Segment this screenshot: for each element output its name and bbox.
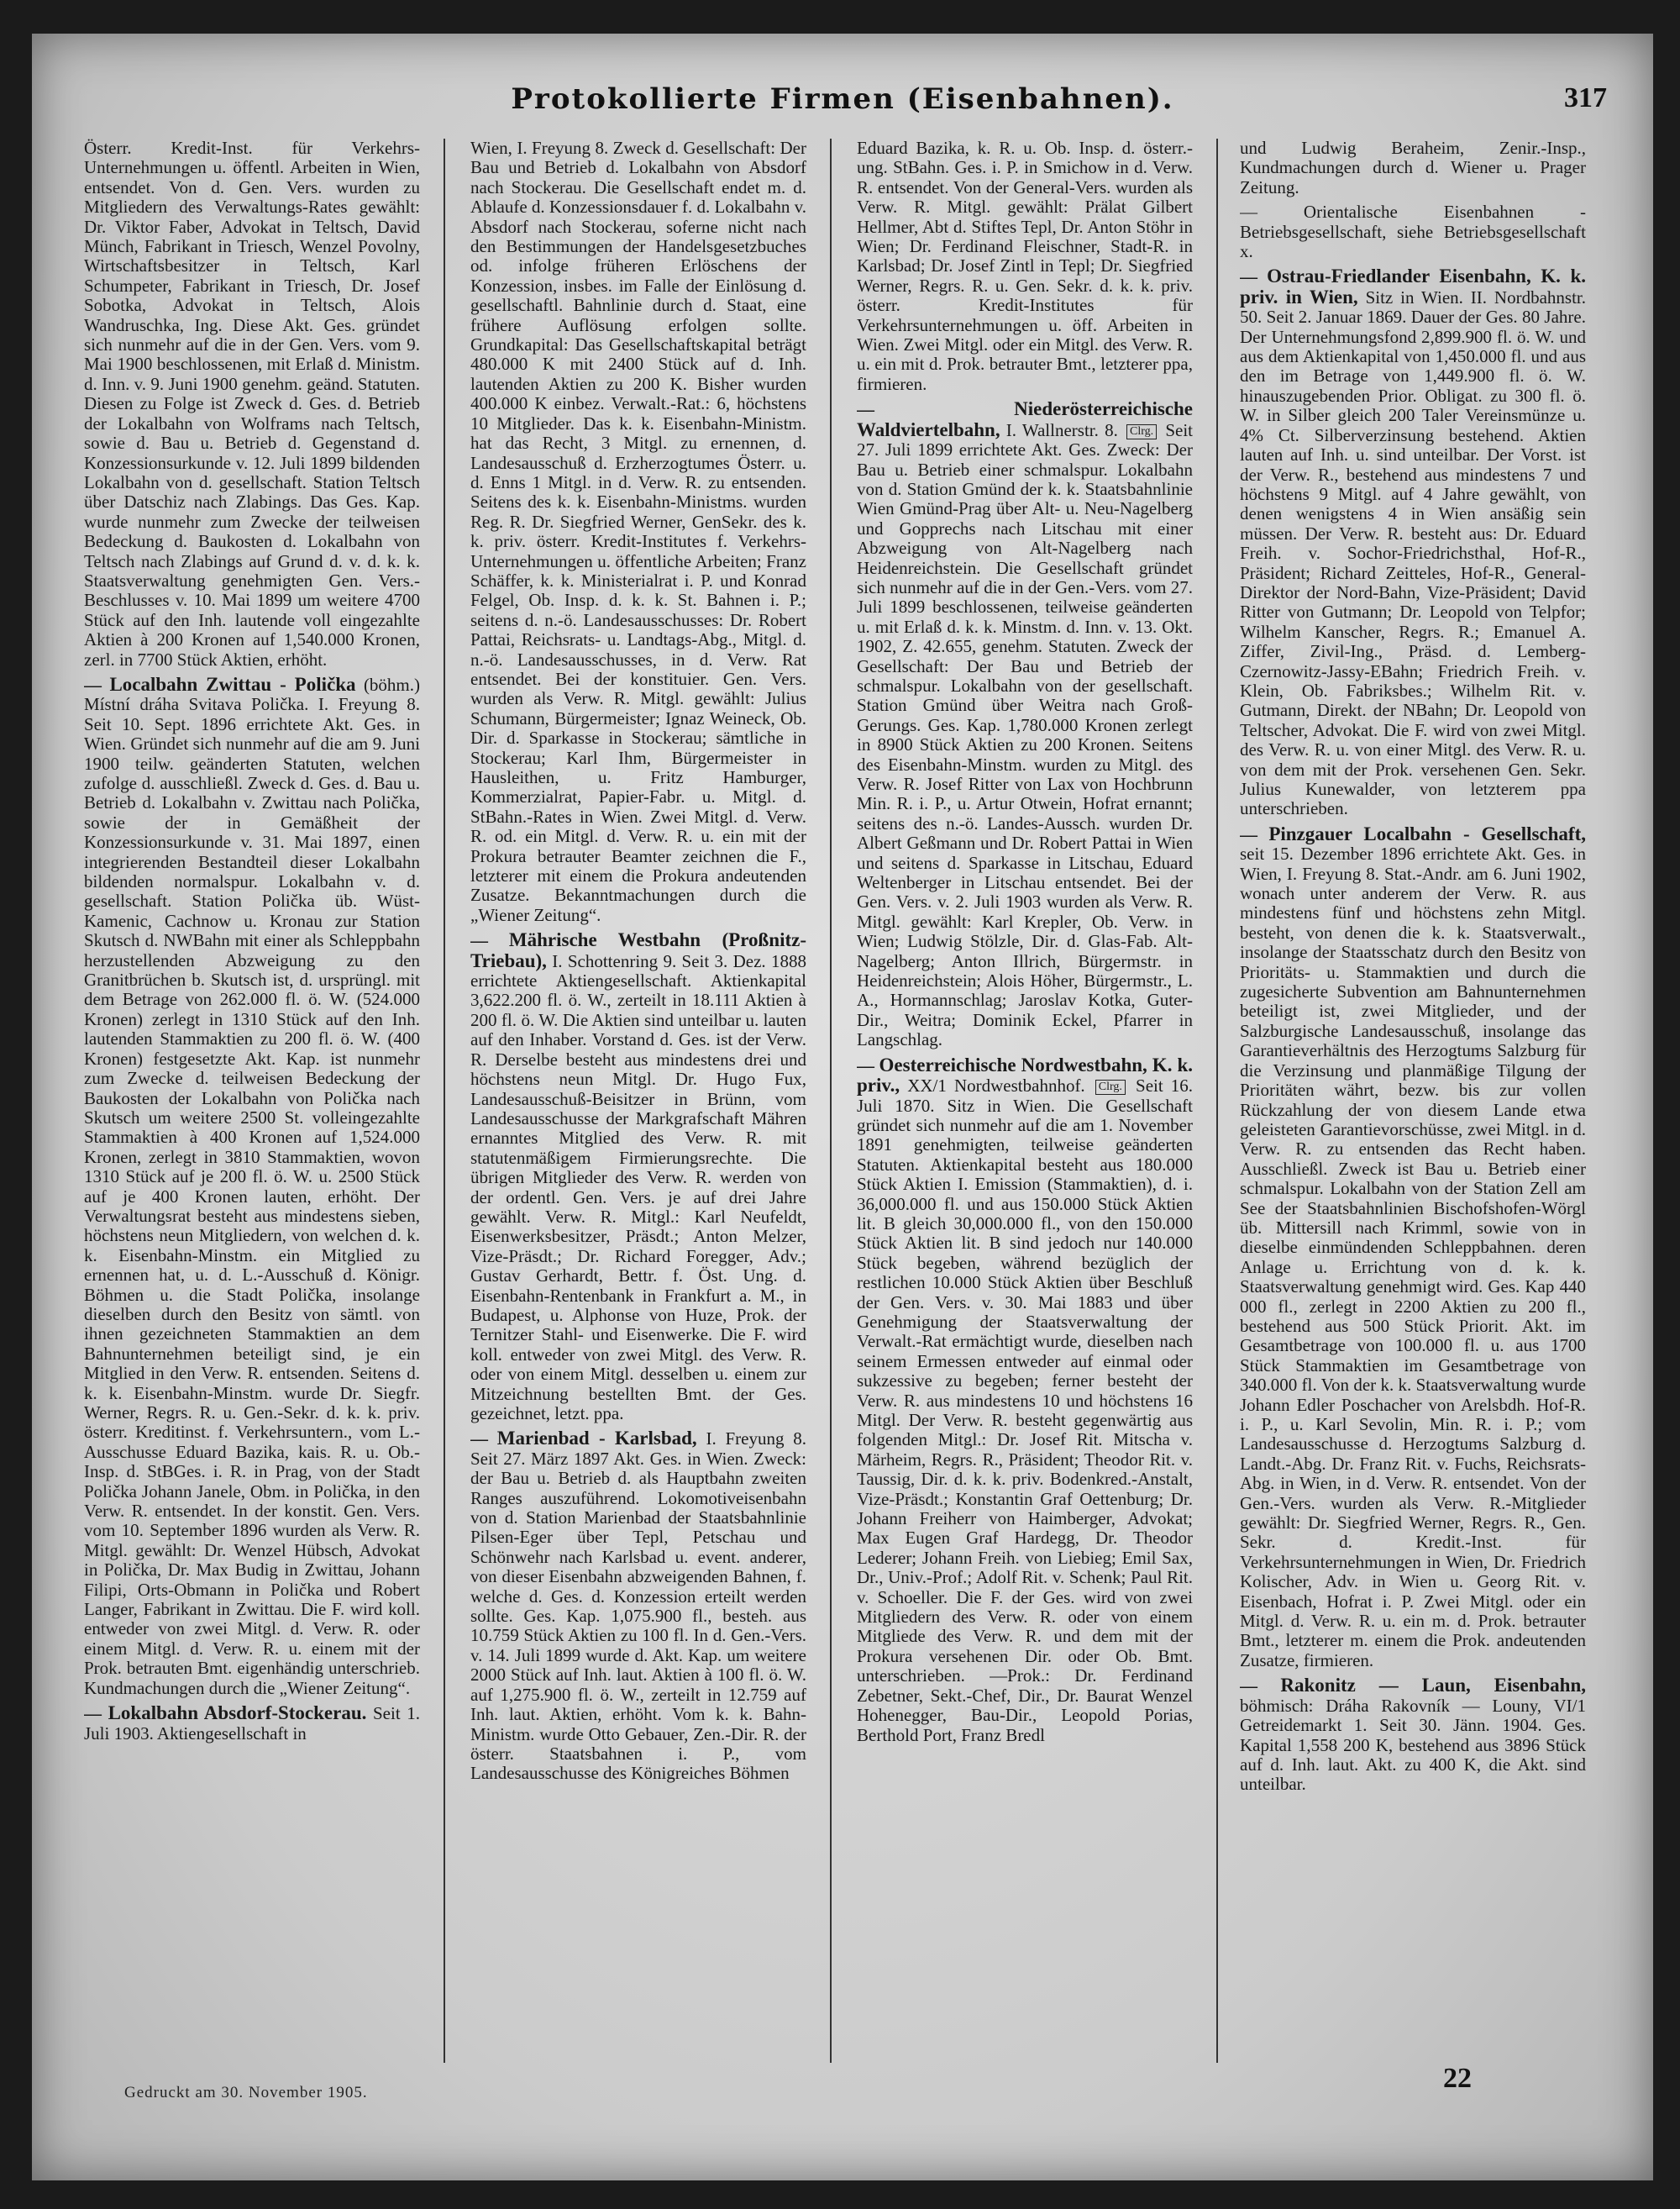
clearing-badge: Clrg. (1126, 424, 1157, 439)
firm-entry: — Niederösterreichische Waldviertelbahn, I. Wallnerstr. 8. Clrg. Seit 27. Juli 1899 errichtete Akt. Ges. Zweck: Der Bau u. Betrieb einer schmalspur. Lokalbahn von d. Station Gmünd der k. k. Staatsbahnlinie Wien Gmünd-Prag über Alt- u. Neu-Nagelberg und Gopprechs nach Litschau mit einer Abzweigung von Alt-Nagelberg nach Heidenreichstein. Die Gesellschaft gründet sich nunmehr auf die in der Gen.-Vers. vom 27. Juli 1899 beschlossenen, teilweise geänderten u. mit Erlaß d. k. k. Minstm. d. Inn. v. 13. Okt. 1902, Z. 42.655, genehm. Statuten. Zweck der Gesellschaft: Der Bau und Betrieb der schmalspur. Lokalbahn von der gesellschaft. Station Gmünd über Weitra nach Groß-Gerungs. Ges. Kap. 1,780.000 Kronen zerlegt in 8900 Stück Aktien zu 200 Kronen. Seitens des Eisenbahn-Minstm. wurden zu Mitgl. des Verw. R. Josef Ritter von Lax von Hochbrunn Min. R. i. P., u. Artur Otwein, Hofrat ernannt; seitens des n.-ö. Landes-Aussch. wurden Dr. Albert Geßmann und Dr. Robert Pattai in Wien und seitens d. Sparkasse in Litschau, Eduard Weltenberger in Litschau entsendet. Bei der Gen. Vers. v. 2. Juli 1903 wurden als Verw. R. Mitgl. gewählt: Karl Krepler, Ob. Verw. in Wien; Ludwig Stölzle, Dir. d. Glas-Fab. Alt-Nagelberg; Anton Illrich, Bürgermstr. in Heidenreichstein; Alois Höher, Bürgermstr., L. A., Hormannschlag; Jaroslav Kotka, Guter-Dir., Weitra; Dominik Eckel, Pfarrer in Langschlag. (857, 398, 1193, 1050)
firm-text: Seit 27. Juli 1899 errichtete Akt. Ges. Zweck: Der Bau u. Betrieb einer schmalspur. Lokalbahn von d. Station Gmünd der k. k. Staatsbahnlinie Wien Gmünd-Prag über Alt- u. Neu-Nagelberg und Gopprechs nach Litschau mit einer Abzweigung von Alt-Nagelberg nach Heidenreichstein. Die Gesellschaft gründet sich nunmehr auf die in der Gen.-Vers. vom 27. Juli 1899 beschlossenen, teilweise geänderten u. mit Erlaß d. k. k. Minstm. d. Inn. v. 13. Okt. 1902, Z. 42.655, genehm. Statuten. Zweck der Gesellschaft: Der Bau und Betrieb der schmalspur. Lokalbahn von der gesellschaft. Station Gmünd über Weitra nach Groß-Gerungs. Ges. Kap. 1,780.000 Kronen zerlegt in 8900 Stück Aktien zu 200 Kronen. Seitens des Eisenbahn-Minstm. wurden zu Mitgl. des Verw. R. Josef Ritter von Lax von Hochbrunn Min. R. i. P., u. Artur Otwein, Hofrat ernannt; seitens des n.-ö. Landes-Aussch. wurden Dr. Albert Geßmann und Dr. Robert Pattai in Wien und seitens d. Sparkasse in Litschau, Eduard Weltenberger in Litschau entsendet. Bei der Gen. Vers. v. 2. Juli 1903 wurden als Verw. R. Mitgl. gewählt: Karl Krepler, Ob. Verw. in Wien; Ludwig Stölzle, Dir. d. Glas-Fab. Alt-Nagelberg; Anton Illrich, Bürgermstr. in Heidenreichstein; Alois Höher, Bürgermstr., L. A., Hormannschlag; Jaroslav Kotka, Guter-Dir., Weitra; Dominik Eckel, Pfarrer in Langschlag. (857, 419, 1193, 1050)
entry-continuation: und Ludwig Beraheim, Zenir.-Insp., Kundmachungen durch d. Wiener u. Prager Zeitung. (1240, 139, 1586, 197)
firm-text: (böhm.) Místní dráha Svitava Polička. I. Freyung 8. Seit 10. Sept. 1896 errichtete Akt. Ges. in Wien. Gründet sich nunmehr auf die am 9. Juni 1900 teilw. geänderten Statuten, welchen zufolge d. ausschließl. Zweck d. Ges. d. Bau u. Betrieb d. Lokalbahn v. Zwittau nach Polička, sowie der in Gemäßheit der Konzessionsurkunde v. 31. Mai 1897, einen integrierenden Bestandteil dieser Lokalbahn bildenden normalspur. Lokalbahn v. d. gesellschaft. Station Polička üb. Wüst-Kamenic, Cachnow u. Kronau zur Station Skutsch d. NWBahn mit einer als Schleppbahn herzustellenden Abzweigung zu den Granitbrüchen b. Skutsch ist, d. ursprüngl. mit dem Betrage von 262.000 fl. ö. W. (524.000 Kronen) zerlegt in 1310 Stück auf den Inh. lautenden Stammaktien zu 200 fl. ö. W. (400 Kronen) festgesetzte Akt. Kap. ist nunmehr zum Zwecke d. teilweisen Bedeckung der Baukosten der Lokalbahn von Polička nach Skutsch um weitere 2500 St. volleingezahlte Stammaktien à 400 Kronen auf 1,524.000 Kronen, zerlegt in 3810 Stammaktien, wovon 1310 Stück auf je 200 fl. ö. W. u. 2500 Stück auf je 400 Kronen lauten, erhöht. Der Verwaltungsrat besteht aus mindestens sieben, höchstens neun Mitgliedern, von welchen d. k. k. Eisenbahn-Minstm. ein Mitglied zu ernennen hat, u. d. L.-Ausschuß d. Königr. Böhmen u. die Stadt Polička, insolange dieselben durch den Besitz von sämtl. von ihnen gezeichneten Stammaktien an dem Bahnunternehmen beteiligt sind, je ein Mitglied in den Verw. R. entsenden. Seitens d. k. k. Eisenbahn-Minstm. wurde Dr. Siegfr. Werner, Regrs. R. u. Gen.-Sekr. d. k. k. priv. österr. Kreditinst. f. Verkehrsuntern., vom L.-Ausschusse Eduard Bazika, kais. R. u. Ob.-Insp. d. StBGes. i. R. in Prag, von der Stadt Polička Johann Janele, Obm. in Polička, in den Verw. R. entsendet. In der konstit. Gen. Vers. vom 10. September 1896 wurden als Verw. R. Mitgl. gewählt: Dr. Wenzel Hübsch, Advokat in Polička, Dr. Max Budig in Zwittau, Johann Filipi, Orts-Obmann in Polička und Robert Langer, Fabrikant in Zwittau. Die F. wird koll. entweder von zwei Mitgl. d. Verw. R. oder einem Mitgl. d. Verw. R. u. einem mit der Prok. betrauten Bmt. eigenhändig unterschrieb. Kundmachungen durch die „Wiener Zeitung“. (84, 674, 420, 1698)
firm-text: Sitz in Wien. II. Nordbahnstr. 50. Seit 2. Januar 1869. Dauer der Ges. 80 Jahre. Der Unternehmungsfond 2,899.900 fl. ö. W. und aus dem Aktienkapital von 1,450.000 fl. und aus den im Betrage von 1,449.900 fl. ö. W. hinauszugebenden Prior. Obligat. zu 300 fl. ö. W. in Silber gleich 200 Taler Vereinsmünze u. 4% Ct. Silberverzinsung bestehend. Aktien lauten auf Inh. u. sind unteilbar. Der Vorst. ist der Verw. R., bestehend aus mindestens 7 und höchstens 9 Mitgl. auf 4 Jahre gewählt, von denen wenigstens 4 in Wien ansäßig sein müssen. Der Verw. R. besteht aus: Dr. Eduard Freih. v. Sochor-Friedrichsthal, Hof-R., Präsident; Richard Zeitteles, Hof-R., General-Direktor der Nord-Bahn, Vize-Präsident; David Ritter von Gutmann; Dr. Leopold von Telpfor; Wilhelm Kanscher, Regrs. R.; Emanuel A. Ziffer, Zivil-Ing., Präsd. d. Lemberg-Czernowitz-Jassy-EBahn; Friedrich Freih. v. Klein, Ob. Fabriksbes.; Wilhelm Rit. v. Gutmann, Direkt. der NBahn; Dr. Leopold von Teltscher, Advokat. Die F. wird von zwei Mitgl. des Verw. R. u. von einer Mitgl. des Verw. R. u. von dem mit der Prok. versehenen Gen. Sekr. Julius Kunewalder, von letzterem ppa unterschrieben. (1240, 287, 1586, 819)
document-page (32, 34, 1653, 2180)
firm-text: böhmisch: Dráha Rakovník — Louny, VI/1 Getreidemarkt 1. Seit 30. Jänn. 1904. Ges. Kapital 1,558 200 K, bestehend aus 3896 Stück auf d. Inh. laut. Akt. zu 400 K, die Akt. sind unteilbar. (1240, 1695, 1586, 1795)
entry-continuation: Wien, I. Freyung 8. Zweck d. Gesellschaft: Der Bau und Betrieb d. Lokalbahn von Absdorf nach Stockerau. Die Gesellschaft endet m. d. Ablaufe d. Konzessionsdauer f. d. Lokalbahn v. Absdorf nach Stockerau, soferne nicht nach den Bestimmungen der Handelsgesetzbuches od. infolge früheren Erlöschens der Konzession, insbes. im Falle der Einlösung d. gesellschaftl. Bahnlinie durch d. Staat, eine frühere Auflösung erfolgen sollte. Grundkapital: Das Gesellschaftskapital beträgt 480.000 K mit 2400 Stück auf d. Inh. lautenden Aktien zu 200 K. Bisher wurden 400.000 K einbez. Verwalt.-Rat.: 6, höchstens 10 Mitglieder. Das k. k. Eisenbahn-Ministm. hat das Recht, 3 Mitgl. zu ernennen, d. Landesausschuß d. Erzherzogtumes Österr. u. d. Enns 1 Mitgl. in d. Verw. R. zu entsenden. Seitens des k. k. Eisenbahn-Ministms. wurden Reg. R. Dr. Siegfried Werner, GenSekr. des k. k. priv. österr. Kredit-Institutes f. Verkehrs-Unternehmungen u. öffentliche Arbeiten; Franz Schäffer, k. k. Ministerialrat i. P. und Konrad Felgel, Ob. Insp. d. k. k. St. Bahnen i. P.; seitens d. n.-ö. Landesausschusses: Dr. Robert Pattai, Reichsrats- u. Landtags-Abg., Mitgl. d. n.-ö. Landesausschusses, in d. Verw. Rat entsendet. Bei der konstituier. Gen. Vers. wurden als Verw. R. Mitgl. gewählt: Julius Schumann, Bürgermeister; Ignaz Weineck, Ob. Dir. d. Sparkasse in Stockerau; sämtliche in Stockerau; Karl Ihm, Bürgermeister in Hausleithen, u. Fritz Hamburger, Kommerzialrat, Papier-Fabr. u. Mitgl. d. StBahn.-Rates in Wien. Zwei Mitgl. d. Verw. R. od. ein Mitgl. d. Verw. R. u. ein mit der Prokura betrauter Beamter zeichnen die F., letzterer mit einem die Prokura andeutenden Zusatze. Bekanntmachungen durch die „Wiener Zeitung“. (470, 139, 806, 925)
entry-continuation: Österr. Kredit-Inst. für Verkehrs-Unternehmungen u. öffentl. Arbeiten in Wien, entsendet. Von d. Gen. Vers. wurden zu Mitgliedern des Verwaltungs-Rates gewählt: Dr. Viktor Faber, Advokat in Teltsch, David Münch, Fabrikant in Triesch, Wenzel Povolny, Wirtschaftsbesitzer in Teltsch, Karl Schumpeter, Fabrikant in Triesch, Dr. Josef Sobotka, Advokat in Teltsch, Alois Wandruschka, Ing. Diese Akt. Ges. gründet sich nunmehr auf die in der Gen. Vers. vom 9. Mai 1900 beschlossenen, mit Erlaß d. Ministm. d. Inn. v. 9. Juni 1900 genehm. geänd. Statuten. Diesen zu Folge ist Zweck d. Ges. d. Betrieb der Lokalbahn von Wolframs nach Teltsch, sowie d. Bau u. Betrieb d. Gegenstand d. Konzessionsurkunde v. 12. Juli 1899 bildenden Lokalbahn von d. gesellschaft. Station Teltsch über Datschiz nach Zlabings. Das Ges. Kap. wurde nunmehr zum Zwecke der teilweisen Bedeckung d. Baukosten d. Lokalbahn von Teltsch nach Zlabings auf Grund d. v. d. k. k. Staatsverwaltung genehmigten Gen. Vers.-Beschlusses v. 10. Mai 1899 um weitere 4700 Stück auf den Inh. lautende voll eingezahlte Aktien à 200 Kronen auf 1,540.000 Kronen, zerl. in 7700 Stück Aktien, erhöht. (84, 139, 420, 670)
firm-name: Ostrau-Friedlander Eisenbahn, K. k. priv. in Wien, (1240, 266, 1586, 308)
text-column-4 (1240, 139, 1586, 2054)
firm-name: Pinzgauer Localbahn - Gesellschaft, (1268, 823, 1586, 844)
firm-text: Seit 1. Juli 1903. Aktiengesellschaft in (84, 1703, 420, 1744)
firm-name: Niederösterreichische Waldviertelbahn, (857, 398, 1193, 440)
firm-text: I. Schottenring 9. Seit 3. Dez. 1888 errichtete Aktiengesellschaft. Aktienkapital 3,622.200 fl. ö. W., zerteilt in 18.111 Aktien à 200 fl. ö. W. Die Aktien sind unteilbar u. lauten auf den Inhaber. Vorstand d. Ges. ist der Verw. R. Derselbe besteht aus mindestens drei und höchstens neun Mitgl. Dr. Hugo Fux, Landesausschuß-Beisitzer in Brünn, vom Landesausschusse der Markgrafschaft Mähren ernanntes Mitglied des Verw. R. mit statutenmäßigem Firmierungsrechte. Die übrigen Mitglieder des Verw. R. werden von der ordentl. Gen. Vers. je auf drei Jahre gewählt. Verw. R. Mitgl.: Karl Neufeldt, Eisenwerksbesitzer, Präsdt.; Anton Melzer, Vize-Präsdt.; Dr. Richard Foregger, Adv.; Gustav Gerhardt, Bettr. f. Öst. Ung. d. Eisenbahn-Rentenbank in Frankfurt a. M., in Budapest, u. Alphonse von Huze, Prok. der Ternitzer Stahl- und Eisenwerke. Die F. wird koll. entweder von zwei Mitgl. des Verw. R. oder von einem Mitgl. desselben u. einem zur Mitzeichnung bestellten Bmt. der Ges. gezeichnet, letzt. ppa. (470, 950, 806, 1423)
firm-address: I. Wallnerstr. 8. (1005, 419, 1118, 440)
cross-reference-entry: — Orientalische Eisenbahnen - Betriebsgesellschaft, siehe Betriebsgesellschaft x. (1240, 202, 1586, 262)
firm-entry: — Oesterreichische Nordwestbahn, K. k. priv., XX/1 Nordwestbahnhof. Clrg. Seit 16. Juli 1870. Sitz in Wien. Die Gesellschaft gründet sich nunmehr auf die am 1. November 1891 genehmigten, teilweise geänderten Statuten. Aktienkapital besteht aus 180.000 Stück Aktien I. Emission (Stammaktien), d. i. 36,000.000 fl. und aus 150.000 Stück Aktien lit. B gleich 30,000.000 fl., von den 150.000 Stück Aktien lit. B sind jedoch nur 140.000 Stück begeben, während bezüglich der restlichen 10.000 Stück Aktien über Beschluß der Gen. Vers. v. 30. Mai 1883 und über Genehmigung der Staatsverwaltung der Verwalt.-Rat ermächtigt wurde, dieselben nach seinem Ermessen entweder auf einmal oder sukzessive zu begeben; ferner besteht der Verw. R. aus mindestens 10 und höchstens 16 Mitgl. Der Verw. R. besteht gegenwärtig aus folgenden Mitgl.: Dr. Josef Rit. Mitscha v. Märheim, Regrs. R., Präsident; Theodor Rit. v. Taussig, Dir. d. k. k. priv. Bodenkred.-Anstalt, Vize-Präsdt.; Konstantin Graf Oettenburg; Dr. Johann Freiherr von Haimberger, Advokat; Max Eugen Graf Hardegg, Dr. Theodor Lederer; Johann Freih. von Liebieg; Emil Sax, Dr., Univ.-Prof.; Adolf Rit. v. Schenk; Paul Rit. v. Schoeller. Die F. der Ges. wird von zwei Mitgliedern des Verw. R. oder von einem Mitgliede des Verw. R. und dem mit der Prokura versehenen Dir. oder Ob. Bmt. unterschrieben. —Prok.: Dr. Ferdinand Zebetner, Sekt.-Chef, Dir., Dr. Baurat Wenzel Hohenegger, Bau-Dir., Leopold Porias, Berthold Port, Franz Bredl (857, 1054, 1193, 1745)
firm-name: Lokalbahn Absdorf-Stockerau. (108, 1702, 367, 1724)
column-divider (444, 139, 445, 2063)
firm-name: Mährische Westbahn (Proßnitz-Triebau), (470, 929, 806, 971)
clearing-badge: Clrg. (1095, 1080, 1126, 1095)
firm-text: I. Freyung 8. Seit 27. März 1897 Akt. Ges. in Wien. Zweck: der Bau u. Betrieb d. als Hauptbahn zweiten Ranges auszuführend. Lokomotiveisenbahn von d. Station Marienbad der Staatsbahnlinie Pilsen-Eger über Tepl, Petschau und Schönwehr nach Karlsbad u. event. anderer, von dieser Eisenbahn abzweigenden Bahnen, f. welche d. Ges. d. Konzession erteilt werden sollte. Ges. Kap. 1,075.900 fl., besteh. aus 10.759 Stück Aktien zu 100 fl. In d. Gen.-Vers. v. 14. Juli 1899 wurde d. Akt. Kap. um weitere 2000 Stück auf Inh. laut. Aktien à 100 fl. ö. W. auf 1,275.900 fl. ö. W., zerteilt in 12.759 auf Inh. laut. Aktien, erhöht. Vom k. k. Bahn-Ministm. wurde Otto Gebauer, Zen.-Dir. R. der österr. Staatsbahnen i. P., vom Landesausschusse des Königreiches Böhmen (470, 1428, 806, 1784)
firm-entry: — Rakonitz — Laun, Eisenbahn, böhmisch: Dráha Rakovník — Louny, VI/1 Getreidemarkt 1. Seit 30. Jänn. 1904. Ges. Kapital 1,558 200 K, bestehend aus 3896 Stück auf d. Inh. laut. Akt. zu 400 K, die Akt. sind unteilbar. (1240, 1675, 1586, 1795)
page-header (32, 82, 1653, 133)
page-number: 317 (1564, 82, 1607, 113)
firm-entry: — Lokalbahn Absdorf-Stockerau. Seit 1. Juli 1903. Aktiengesellschaft in (84, 1702, 420, 1744)
signature-mark: 22 (1443, 2063, 1472, 2094)
firm-name: Rakonitz — Laun, Eisenbahn, (1280, 1675, 1586, 1696)
firm-text: Seit 16. Juli 1870. Sitz in Wien. Die Gesellschaft gründet sich nunmehr auf die am 1. November 1891 genehmigten, teilweise geänderten Statuten. Aktienkapital besteht aus 180.000 Stück Aktien I. Emission (Stammaktien), d. i. 36,000.000 fl. und aus 150.000 Stück Aktien lit. B gleich 30,000.000 fl., von den 150.000 Stück Aktien lit. B sind jedoch nur 140.000 Stück begeben, während bezüglich der restlichen 10.000 Stück Aktien über Beschluß der Gen. Vers. v. 30. Mai 1883 und über Genehmigung der Staatsverwaltung der Verwalt.-Rat ermächtigt wurde, dieselben nach seinem Ermessen entweder auf einmal oder sukzessive zu begeben; ferner besteht der Verw. R. aus mindestens 10 und höchstens 16 Mitgl. Der Verw. R. besteht gegenwärtig aus folgenden Mitgl.: Dr. Josef Rit. Mitscha v. Märheim, Regrs. R., Präsident; Theodor Rit. v. Taussig, Dir. d. k. k. priv. Bodenkred.-Anstalt, Vize-Präsdt.; Konstantin Graf Oettenburg; Dr. Johann Freiherr von Haimberger, Advokat; Max Eugen Graf Hardegg, Dr. Theodor Lederer; Johann Freih. von Liebieg; Emil Sax, Dr., Univ.-Prof.; Adolf Rit. v. Schenk; Paul Rit. v. Schoeller. Die F. der Ges. wird von zwei Mitgliedern des Verw. R. oder von einem Mitgliede des Verw. R. und dem mit der Prokura versehenen Dir. oder Ob. Bmt. unterschrieben. —Prok.: Dr. Ferdinand Zebetner, Sekt.-Chef, Dir., Dr. Baurat Wenzel Hohenegger, Bau-Dir., Leopold Porias, Berthold Port, Franz Bredl (857, 1076, 1193, 1745)
page-title: Protokollierte Firmen (Eisenbahnen). (511, 82, 1174, 116)
firm-text: seit 15. Dezember 1896 errichtete Akt. Ges. in Wien, I. Freyung 8. Stat.-Andr. am 6. Juni 1902, wonach unter anderem der Verw. R. aus mindestens fünf und höchstens zehn Mitgl. besteht, von denen die k. k. Staatsverwalt., insolange der Staatsschatz durch den Besitz von Prioritäts- u. Stammaktien und durch die zugesicherte Subvention am Bahnunternehmen beteiligt ist, zwei Mitglieder, und der Salzburgische Landesausschuß, insolange das Garantieverhältnis des Herzogtums Salzburg für die Verzinsung und planmäßige Tilgung der Prioritäten währt, bezw. bis zur vollen Rückzahlung der von diesem Lande etwa geleisteten Garantievorschüsse, zwei Mitgl. in d. Verw. R. zu entsenden das Recht haben. Ausschließl. Zweck ist Bau u. Betrieb einer schmalspur. Lokalbahn von der Station Zell am See der Staatsbahnlinien Bischofshofen-Wörgl üb. Mittersill nach Krimml, sowie von in dieselbe einmündenden Schleppbahnen. deren Anlage u. Errichtung von d. k. k. Staatsverwaltung genehmigt wird. Ges. Kap 440 000 fl., zerlegt in 2200 Aktien zu 200 fl., bestehend aus 500 Stück Priorit. Akt. im Gesamtbetrage von 100.000 fl. u. aus 1700 Stück Stammaktien im Gesamtbetrage von 340.000 fl. Von der k. k. Staatsverwaltung wurde Johann Edler Poschacher von Arelsbdh. Hof-R. i. P., u. Karl Sevolin, Min. R. i. P.; vom Landesausschusse d. Herzogtums Salzburg d. Landt.-Abg. Dr. Franz Rit. v. Fuchs, Reichsrats-Abg. in Wien, in d. Verw. R. entsendet. Von der Gen.-Vers. wurden als Verw. R.-Mitglieder gewählt: Dr. Siegfried Werner, Regrs. R., Gen. Sekr. d. Kredit.-Inst. für Verkehrsunternehmungen in Wien, Dr. Friedrich Kolischer, Adv. in Wien u. Georg Rit. v. Eisenbach, Hofrat i. P. Zwei Mitgl. oder ein Mitgl. d. Verw. R. u. ein m. d. Prok. betrauter Bmt., letzterer m. einem die Prok. andeutenden Zusatze, firmieren. (1240, 844, 1586, 1670)
text-column-1 (84, 139, 420, 2054)
print-date: Gedruckt am 30. November 1905. (124, 2084, 368, 2101)
firm-name: Marienbad - Karlsbad, (496, 1428, 697, 1449)
text-column-2 (470, 139, 806, 2054)
firm-entry: — Localbahn Zwittau - Polička (böhm.) Místní dráha Svitava Polička. I. Freyung 8. Seit 10. Sept. 1896 errichtete Akt. Ges. in Wien. Gründet sich nunmehr auf die am 9. Juni 1900 teilw. geänderten Statuten, welchen zufolge d. ausschließl. Zweck d. Ges. d. Bau u. Betrieb d. Lokalbahn v. Zwittau nach Polička, sowie der in Gemäßheit der Konzessionsurkunde v. 31. Mai 1897, einen integrierenden Bestandteil dieser Lokalbahn bildenden normalspur. Lokalbahn v. d. gesellschaft. Station Polička üb. Wüst-Kamenic, Cachnow u. Kronau zur Station Skutsch d. NWBahn mit einer als Schleppbahn herzustellenden Abzweigung zu den Granitbrüchen b. Skutsch ist, d. ursprüngl. mit dem Betrage von 262.000 fl. ö. W. (524.000 Kronen) zerlegt in 1310 Stück auf den Inh. lautenden Stammaktien zu 200 fl. ö. W. (400 Kronen) festgesetzte Akt. Kap. ist nunmehr zum Zwecke d. teilweisen Bedeckung der Baukosten der Lokalbahn von Polička nach Skutsch um weitere 2500 St. volleingezahlte Stammaktien à 400 Kronen auf 1,524.000 Kronen, zerlegt in 3810 Stammaktien, wovon 1310 Stück auf je 200 fl. ö. W. u. 2500 Stück auf je 400 Kronen lauten, erhöht. Der Verwaltungsrat besteht aus mindestens sieben, höchstens neun Mitgliedern, von welchen d. k. k. Eisenbahn-Minstm. ein Mitglied zu ernennen hat, u. d. L.-Ausschuß d. Königr. Böhmen u. die Stadt Polička, insolange dieselben durch den Besitz von sämtl. von ihnen gezeichneten Stammaktien an dem Bahnunternehmen beteiligt sind, je ein Mitglied in den Verw. R. entsenden. Seitens d. k. k. Eisenbahn-Minstm. wurde Dr. Siegfr. Werner, Regrs. R. u. Gen.-Sekr. d. k. k. priv. österr. Kreditinst. f. Verkehrsuntern., vom L.-Ausschusse Eduard Bazika, kais. R. u. Ob.-Insp. d. StBGes. i. R. in Prag, von der Stadt Polička Johann Janele, Obm. in Polička, in den Verw. R. entsendet. In der konstit. Gen. Vers. vom 10. September 1896 wurden als Verw. R. Mitgl. gewählt: Dr. Wenzel Hübsch, Advokat in Polička, Dr. Max Budig in Zwittau, Johann Filipi, Orts-Obmann in Polička und Robert Langer, Fabrikant in Zwittau. Die F. wird koll. entweder von zwei Mitgl. d. Verw. R. oder einem Mitgl. d. Verw. R. u. einem mit der Prok. betrauten Bmt. eigenhändig unterschrieb. Kundmachungen durch die „Wiener Zeitung“. (84, 673, 420, 1698)
entry-continuation: Eduard Bazika, k. R. u. Ob. Insp. d. österr.-ung. StBahn. Ges. i. P. in Smichow in d. Verw. R. entsendet. Von der General-Vers. wurden als Verw. R. Mitgl. gewählt: Prälat Gilbert Hellmer, Abt d. Stiftes Tepl, Dr. Anton Stöhr in Wien; Dr. Ferdinand Fleischner, Stadt-R. in Karlsbad; Dr. Josef Zintl in Tepl; Dr. Siegfried Werner, Regrs. R. u. Gen. Sekr. d. k. k. priv. österr. Kredit-Institutes für Verkehrsunternehmungen u. öff. Arbeiten in Wien. Zwei Mitgl. oder ein Mitgl. des Verw. R. u. ein mit d. Prok. betrauter Bmt., letzterer ppa, firmieren. (857, 139, 1193, 394)
text-column-3 (857, 139, 1193, 2054)
firm-entry: — Ostrau-Friedlander Eisenbahn, K. k. priv. in Wien, Sitz in Wien. II. Nordbahnstr. 50. Seit 2. Januar 1869. Dauer der Ges. 80 Jahre. Der Unternehmungsfond 2,899.900 fl. ö. W. und aus dem Aktienkapital von 1,450.000 fl. und aus den im Betrage von 1,449.900 fl. ö. W. hinauszugebenden Prior. Obligat. zu 300 fl. ö. W. in Silber gleich 200 Taler Vereinsmünze u. 4% Ct. Silberverzinsung bestehend. Aktien lauten auf Inh. u. sind unteilbar. Der Vorst. ist der Verw. R., bestehend aus mindestens 7 und höchstens 9 Mitgl. auf 4 Jahre gewählt, von denen wenigstens 4 in Wien ansäßig sein müssen. Der Verw. R. besteht aus: Dr. Eduard Freih. v. Sochor-Friedrichsthal, Hof-R., Präsident; Richard Zeitteles, Hof-R., General-Direktor der Nord-Bahn, Vize-Präsident; David Ritter von Gutmann; Dr. Leopold von Telpfor; Wilhelm Kanscher, Regrs. R.; Emanuel A. Ziffer, Zivil-Ing., Präsd. d. Lemberg-Czernowitz-Jassy-EBahn; Friedrich Freih. v. Klein, Ob. Fabriksbes.; Wilhelm Rit. v. Gutmann, Direkt. der NBahn; Dr. Leopold von Teltscher, Advokat. Die F. wird von zwei Mitgl. des Verw. R. u. von einer Mitgl. des Verw. R. u. von dem mit der Prok. versehenen Gen. Sekr. Julius Kunewalder, von letzterem ppa unterschrieben. (1240, 266, 1586, 819)
firm-entry: — Marienbad - Karlsbad, I. Freyung 8. Seit 27. März 1897 Akt. Ges. in Wien. Zweck: der Bau u. Betrieb d. als Hauptbahn zweiten Ranges auszuführend. Lokomotiveisenbahn von d. Station Marienbad der Staatsbahnlinie Pilsen-Eger über Tepl, Petschau und Schönwehr nach Karlsbad u. event. anderer, von dieser Eisenbahn abzweigenden Bahnen, f. welche d. Ges. d. Konzession erteilt werden sollte. Ges. Kap. 1,075.900 fl., besteh. aus 10.759 Stück Aktien zu 100 fl. In d. Gen.-Vers. v. 14. Juli 1899 wurde d. Akt. Kap. um weitere 2000 Stück auf Inh. laut. Aktien à 100 fl. ö. W. auf 1,275.900 fl. ö. W., zerteilt in 12.759 auf Inh. laut. Aktien, erhöht. Vom k. k. Bahn-Ministm. wurde Otto Gebauer, Zen.-Dir. R. der österr. Staatsbahnen i. P., vom Landesausschusse des Königreiches Böhmen (470, 1428, 806, 1784)
firm-address: XX/1 Nordwestbahnhof. (907, 1076, 1085, 1097)
firm-entry: — Mährische Westbahn (Proßnitz-Triebau), I. Schottenring 9. Seit 3. Dez. 1888 errichtete Aktiengesellschaft. Aktienkapital 3,622.200 fl. ö. W., zerteilt in 18.111 Aktien à 200 fl. ö. W. Die Aktien sind unteilbar u. lauten auf den Inhaber. Vorstand d. Ges. ist der Verw. R. Derselbe besteht aus mindestens drei und höchstens neun Mitgl. Dr. Hugo Fux, Landesausschuß-Beisitzer in Brünn, vom Landesausschusse der Markgrafschaft Mähren ernanntes Mitglied des Verw. R. mit statutenmäßigem Firmierungsrechte. Die übrigen Mitglieder des Verw. R. werden von der ordentl. Gen. Vers. je auf drei Jahre gewählt. Verw. R. Mitgl.: Karl Neufeldt, Eisenwerksbesitzer, Präsdt.; Anton Melzer, Vize-Präsdt.; Dr. Richard Foregger, Adv.; Gustav Gerhardt, Bettr. f. Öst. Ung. d. Eisenbahn-Rentenbank in Frankfurt a. M., in Budapest, u. Alphonse von Huze, Prok. der Ternitzer Stahl- und Eisenwerke. Die F. wird koll. entweder von zwei Mitgl. des Verw. R. oder von einem Mitgl. desselben u. einem zur Mitzeichnung bestellten Bmt. der Ges. gezeichnet, letzt. ppa. (470, 929, 806, 1423)
column-divider (1216, 139, 1218, 2063)
firm-name: Localbahn Zwittau - Polička (109, 673, 356, 695)
firm-entry: — Pinzgauer Localbahn - Gesellschaft, seit 15. Dezember 1896 errichtete Akt. Ges. in Wien, I. Freyung 8. Stat.-Andr. am 6. Juni 1902, wonach unter anderem der Verw. R. aus mindestens fünf und höchstens zehn Mitgl. besteht, von denen die k. k. Staatsverwalt., insolange der Staatsschatz durch den Besitz von Prioritäts- u. Stammaktien und durch die zugesicherte Subvention am Bahnunternehmen beteiligt ist, zwei Mitglieder, und der Salzburgische Landesausschuß, insolange das Garantieverhältnis des Herzogtums Salzburg für die Verzinsung und planmäßige Tilgung der Prioritäten währt, bezw. bis zur vollen Rückzahlung der von diesem Lande etwa geleisteten Garantievorschüsse, zwei Mitgl. in d. Verw. R. zu entsenden das Recht haben. Ausschließl. Zweck ist Bau u. Betrieb einer schmalspur. Lokalbahn von der Station Zell am See der Staatsbahnlinien Bischofshofen-Wörgl üb. Mittersill nach Krimml, sowie von in dieselbe einmündenden Schleppbahnen. deren Anlage u. Errichtung von d. k. k. Staatsverwaltung genehmigt wird. Ges. Kap 440 000 fl., zerlegt in 2200 Aktien zu 200 fl., bestehend aus 500 Stück Priorit. Akt. im Gesamtbetrage von 100.000 fl. u. aus 1700 Stück Stammaktien im Gesamtbetrage von 340.000 fl. Von der k. k. Staatsverwaltung wurde Johann Edler Poschacher von Arelsbdh. Hof-R. i. P., u. Karl Sevolin, Min. R. i. P.; vom Landesausschusse d. Herzogtums Salzburg d. Landt.-Abg. Dr. Franz Rit. v. Fuchs, Reichsrats-Abg. in Wien, in d. Verw. R. entsendet. Von der Gen.-Vers. wurden als Verw. R.-Mitglieder gewählt: Dr. Siegfried Werner, Regrs. R., Gen. Sekr. d. Kredit.-Inst. für Verkehrsunternehmungen in Wien, Dr. Friedrich Kolischer, Adv. in Wien u. Georg Rit. v. Eisenbach, Hofrat i. P. Zwei Mitgl. oder ein Mitgl. d. Verw. R. u. ein m. d. Prok. betrauter Bmt., letzterer m. einem die Prok. andeutenden Zusatze, firmieren. (1240, 823, 1586, 1670)
column-divider (830, 139, 832, 2063)
firm-name: Oesterreichische Nordwestbahn, K. k. priv., (857, 1054, 1193, 1097)
